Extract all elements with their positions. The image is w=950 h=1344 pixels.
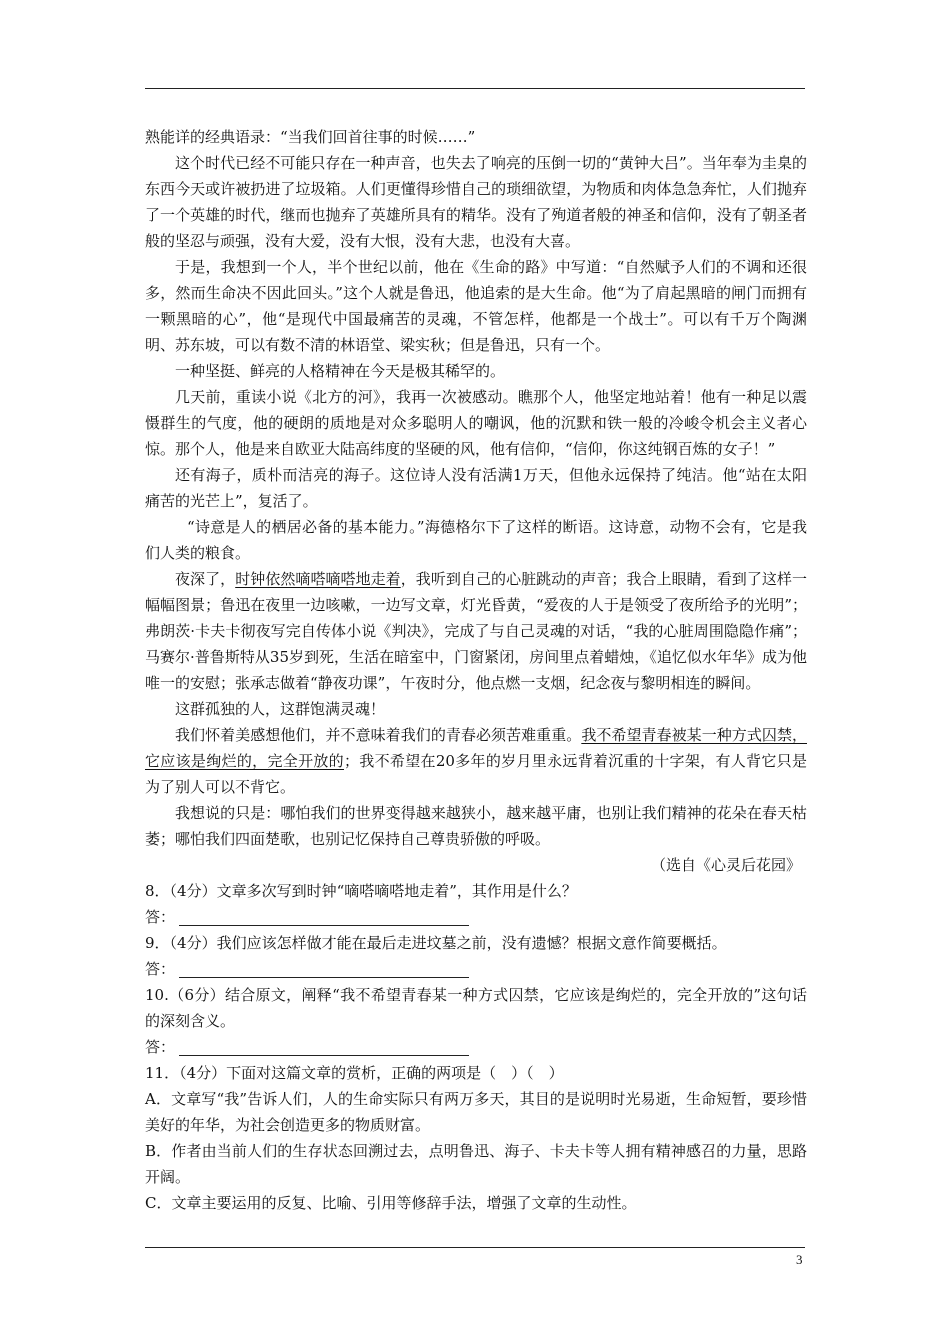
passage-paragraph: 熟能详的经典语录：“当我们回首往事的时候……” (145, 128, 476, 146)
passage-paragraph: 一种坚挺、鲜亮的人格精神在今天是极其稀罕的。 (175, 362, 506, 380)
answer-blank[interactable] (179, 959, 469, 978)
text-run: 我们怀着美感想他们，并不意味着我们的青春必须苦难重重。 (175, 726, 582, 744)
underlined-clock-phrase: 时钟依然嘀嗒嘀嗒地走着 (235, 570, 401, 588)
option-a[interactable]: A．文章写“我”告诉人们，人的生命实际只有两万多天，其目的是说明时光易逝，生命短暂，要珍惜美好的年华，为社会创造更多的物质财富。 (145, 1090, 807, 1134)
question-9: 9．（4分）我们应该怎样做才能在最后走进坟墓之前，没有遗憾？根据文意作简要概括。 (145, 934, 727, 952)
passage-paragraph-clock (145, 566, 807, 696)
page-number: 3 (796, 1252, 803, 1267)
footer-rule (145, 1247, 805, 1248)
passage-paragraph: 我想说的只是：哪怕我们的世界变得越来越狭小，越来越平庸，也别让我们精神的花朵在春天枯萎；哪怕我们四面楚歌，也别记忆保持自己尊贵骄傲的呼吸。 (145, 804, 807, 848)
passage-paragraph: 于是，我想到一个人，半个世纪以前，他在《生命的路》中写道：“自然赋予人们的不调和还很多，然而生命决不因此回头。”这个人就是鲁迅，他追索的是大生命。他“为了肩起黑暗的闸门而拥有一颗黑暗的心”，他“是现代中国最痛苦的灵魂，不管怎样，他都是一个战士”。可以有千万个陶渊明、苏东坡，可以有数不清的林语堂、梁实秋；但是鲁迅，只有一个。 (145, 258, 807, 354)
source-citation: （选自《心灵后花园》 (650, 856, 801, 874)
text-run: ，我听到自己的心脏跳动的声音；我合上眼睛，看到了这样一幅幅图景；鲁迅在夜里一边咳嗽，一边写文章，灯光昏黄，“爱夜的人于是领受了夜所给予的光明”；弗朗茨·卡夫卡彻夜写完自传体小说《判决》，完成了与自己灵魂的对话，“我的心脏周围隐隐作痛”；马赛尔·普鲁斯特从35岁到死，生活在暗室中，门窗紧闭，房间里点着蜡烛，《追忆似水年华》成为他唯一的安慰；张承志做着“静夜功课”，午夜时分，他点燃一支烟，纪念夜与黎明相连的瞬间。 (145, 570, 807, 692)
answer-label: 答： (145, 960, 176, 978)
passage-paragraph: 几天前，重读小说《北方的河》，我再一次被感动。瞧那个人，他坚定地站着！他有一种足以震慑群生的气度，他的硬朗的质地是对众多聪明人的嘲讽，他的沉默和铁一般的冷峻令机会主义者心惊。那个人，他是来自欧亚大陆高纬度的坚硬的风，他有信仰，“信仰，你这纯钢百炼的女子！” (145, 388, 807, 458)
answer-label: 答： (145, 1038, 176, 1056)
passage-paragraph: “诗意是人的栖居必备的基本能力。”海德格尔下了这样的断语。这诗意，动物不会有，它是我们人类的粮食。 (145, 518, 807, 562)
answer-blank[interactable] (179, 1037, 469, 1056)
text-run: ；我不希望在20多年的岁月里永远背着沉重的十字架，有人背它只是为了别人可以不背它。 (145, 752, 807, 796)
answer-line-10 (145, 1034, 807, 1060)
question-11: 11．（4分）下面对这篇文章的赏析，正确的两项是（ ）（ ） (145, 1064, 564, 1082)
answer-line-8 (145, 904, 807, 930)
option-b[interactable]: B．作者由当前人们的生存状态回溯过去，点明鲁迅、海子、卡夫卡等人拥有精神感召的力量，思路开阔。 (145, 1142, 807, 1186)
answer-label: 答： (145, 908, 176, 926)
page-content (145, 124, 807, 1216)
question-10: 10.（6分）结合原文，阐释“我不希望青春某一种方式囚禁，它应该是绚烂的，完全开放的”这句话的深刻含义。 (145, 986, 807, 1030)
passage-paragraph: 这个时代已经不可能只存在一种声音，也失去了响亮的压倒一切的“黄钟大吕”。当年奉为圭臬的东西今天或许被扔进了垃圾箱。人们更懂得珍惜自己的琐细欲望，为物质和肉体急急奔忙，人们抛弃了一个英雄的时代，继而也抛弃了英雄所具有的精华。没有了殉道者般的神圣和信仰，没有了朝圣者般的坚忍与顽强，没有大爱，没有大恨，没有大悲，也没有大喜。 (145, 154, 807, 250)
answer-line-9 (145, 956, 807, 982)
header-rule (145, 88, 805, 89)
underlined-youth-sentence: 我不希望青春被某一种方式囚禁，它应该是绚烂的，完全开放的 (145, 726, 807, 770)
question-8: 8．（4分）文章多次写到时钟“嘀嗒嘀嗒地走着”，其作用是什么？ (145, 882, 577, 900)
passage-paragraph-youth (145, 722, 807, 800)
answer-blank[interactable] (179, 907, 469, 926)
passage-paragraph: 这群孤独的人，这群饱满灵魂！ (175, 700, 386, 718)
option-c[interactable]: C．文章主要运用的反复、比喻、引用等修辞手法，增强了文章的生动性。 (145, 1194, 637, 1212)
passage-paragraph: 还有海子，质朴而洁亮的海子。这位诗人没有活满1万天，但他永远保持了纯洁。他“站在太阳痛苦的光芒上”，复活了。 (145, 466, 807, 510)
text-run: 夜深了， (175, 570, 236, 588)
